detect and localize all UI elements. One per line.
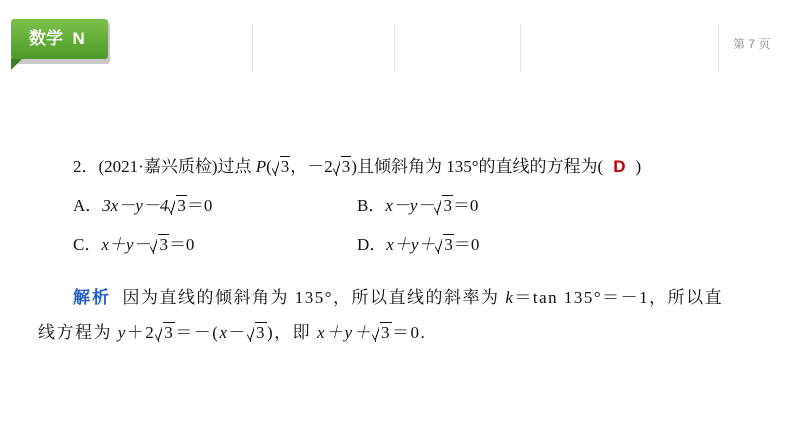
top-bar [0, 0, 794, 75]
paren-open: ( [266, 157, 272, 176]
solution-text: － [228, 323, 248, 342]
option-d [357, 230, 479, 255]
solution-text: ＝tan 135°＝－1，所以直 [514, 288, 724, 307]
option-b [357, 191, 478, 216]
solution-text: 线方程为 [38, 323, 118, 342]
question-source: (2021·嘉兴质检) [98, 157, 218, 176]
point-variable: P [255, 157, 267, 176]
option-expression: ＝0 [452, 196, 479, 215]
option-a [73, 191, 212, 216]
sqrt-symbol [150, 235, 169, 255]
radicand: 3 [443, 196, 452, 215]
option-label: B． [357, 196, 386, 215]
sqrt-symbol [272, 157, 291, 177]
option-expression: ＝0 [186, 196, 213, 215]
question-text: 过点 [217, 157, 256, 176]
radicand: 3 [280, 157, 290, 176]
option-c [73, 230, 194, 255]
option-label: A． [73, 196, 103, 215]
solution-text: 因为直线的倾斜角为 135°，所以直线的斜率为 [122, 288, 506, 307]
option-expression: 3x－y－4 [102, 196, 169, 215]
solution-line-2 [38, 318, 426, 343]
header-divider [520, 24, 521, 72]
radicand: 3 [341, 157, 351, 176]
option-expression: x＋y＋ [386, 235, 436, 254]
answer-letter: D [613, 157, 626, 176]
sqrt-symbol [247, 323, 267, 343]
paren-close: ) [635, 157, 642, 176]
sqrt-symbol [155, 323, 175, 343]
option-expression: x＋y－ [101, 235, 151, 254]
paren-close: ) [351, 157, 357, 176]
option-expression: ＝0 [168, 235, 195, 254]
solution-expression: x＋y＋ [316, 323, 373, 342]
sqrt-symbol [168, 196, 187, 216]
header-divider [394, 24, 395, 72]
header-divider [718, 24, 719, 72]
solution-label: 解析 [73, 288, 111, 307]
radicand: 3 [444, 235, 453, 254]
question-text: 且倾斜角为 135°的直线的方程为( [356, 157, 604, 176]
option-label: C． [73, 235, 102, 254]
radicand: 3 [164, 323, 175, 342]
question-line [73, 152, 641, 177]
sqrt-symbol [372, 323, 392, 343]
variable: x [219, 323, 229, 342]
radicand: 3 [256, 323, 267, 342]
point-coordinate: ，－2 [290, 157, 333, 176]
sqrt-symbol [333, 157, 352, 177]
solution-text: ＝0. [392, 323, 427, 342]
sqrt-symbol [435, 235, 454, 255]
radicand: 3 [177, 196, 186, 215]
option-label: D． [357, 235, 387, 254]
solution-text: )，即 [267, 323, 317, 342]
option-expression: x－y－ [385, 196, 435, 215]
solution-text: ＝－( [175, 323, 220, 342]
subject-badge: 数学 N [11, 19, 108, 59]
solution-line-1 [73, 283, 723, 308]
variable: y [117, 323, 127, 342]
option-expression: ＝0 [453, 235, 480, 254]
slope-variable: k [505, 288, 515, 307]
radicand: 3 [381, 323, 392, 342]
header-divider [252, 24, 253, 72]
subject-badge-tail [11, 58, 23, 70]
solution-text: ＋2 [126, 323, 156, 342]
radicand: 3 [159, 235, 168, 254]
page-number: 第 7 页 [733, 37, 771, 51]
question-number: 2． [73, 157, 99, 176]
sqrt-symbol [434, 196, 453, 216]
